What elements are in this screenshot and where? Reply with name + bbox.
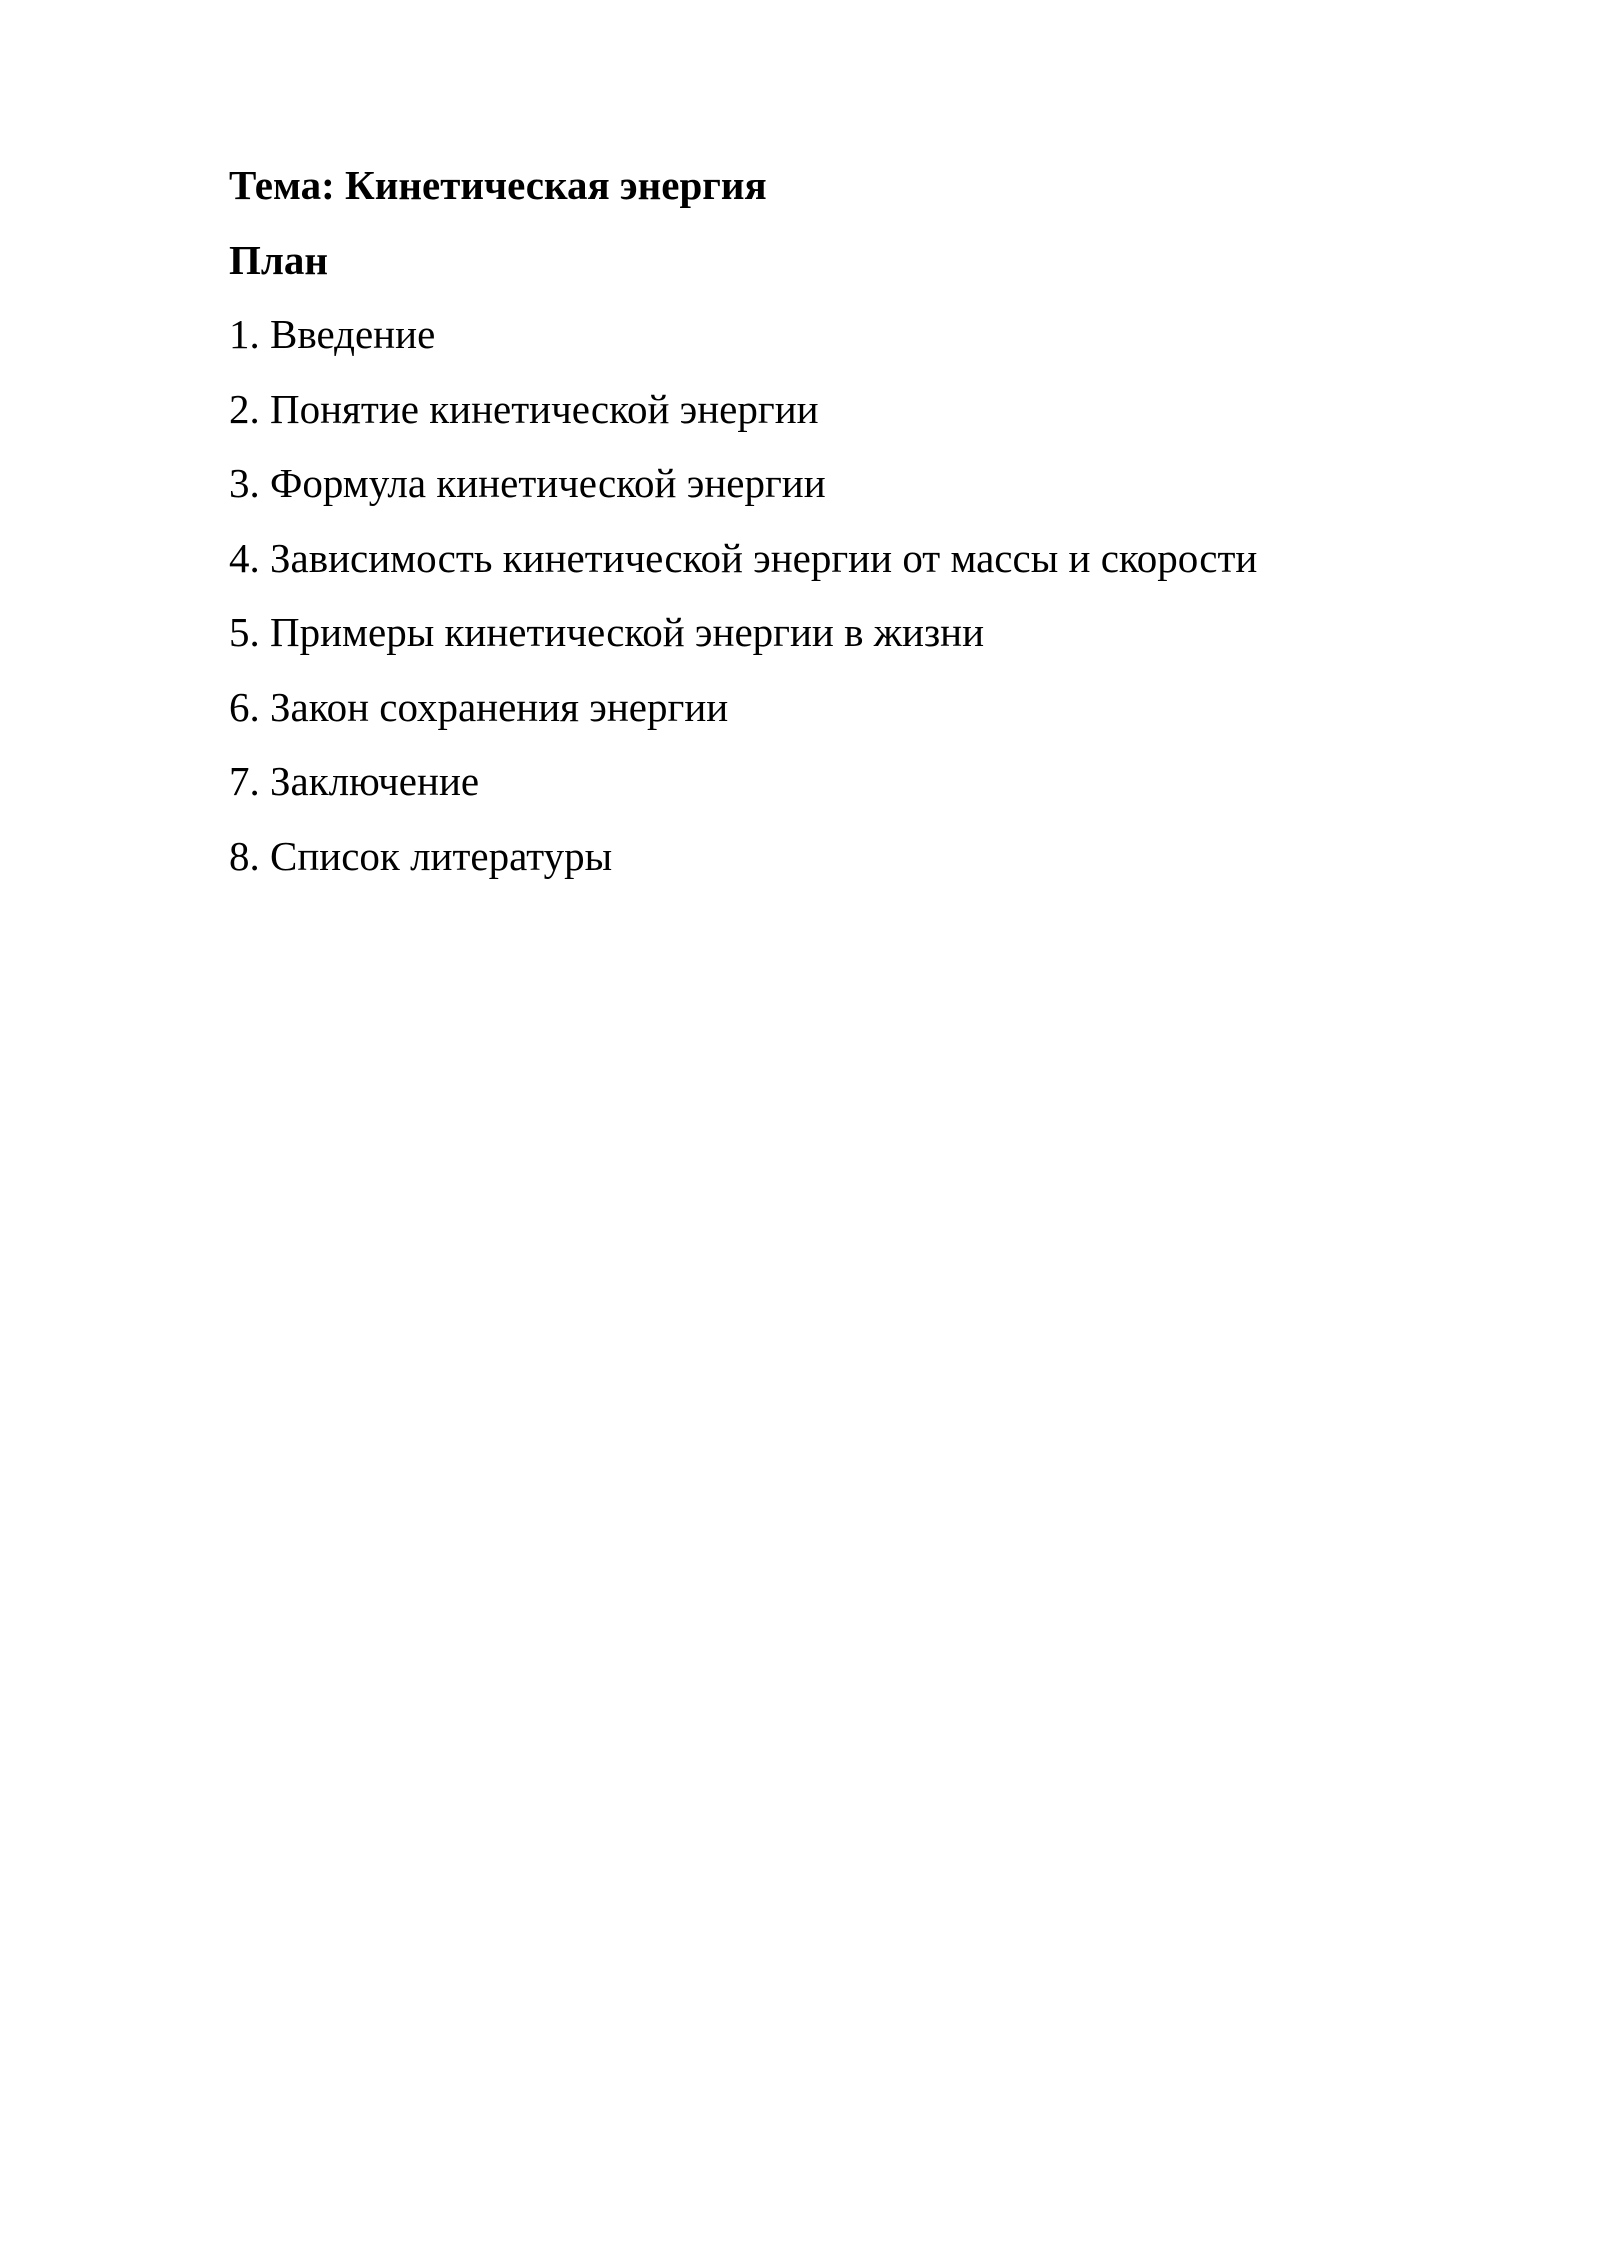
plan-item: 8. Список литературы bbox=[229, 832, 613, 879]
document-body bbox=[229, 148, 1429, 893]
plan-item: 6. Закон сохранения энергии bbox=[229, 683, 729, 730]
plan-item: 3. Формула кинетической энергии bbox=[229, 460, 826, 506]
plan-item: 2. Понятие кинетической энергии bbox=[229, 385, 819, 432]
plan-item: 5. Примеры кинетической энергии в жизни bbox=[229, 609, 985, 655]
topic-title: Тема: Кинетическая энергия bbox=[229, 162, 767, 208]
plan-heading: План bbox=[229, 236, 329, 283]
plan-list bbox=[229, 297, 1429, 893]
plan-item: 7. Заключение bbox=[229, 758, 480, 804]
plan-item: 4. Зависимость кинетической энергии от массы и скорости bbox=[229, 534, 1258, 581]
plan-item: 1. Введение bbox=[229, 311, 436, 357]
